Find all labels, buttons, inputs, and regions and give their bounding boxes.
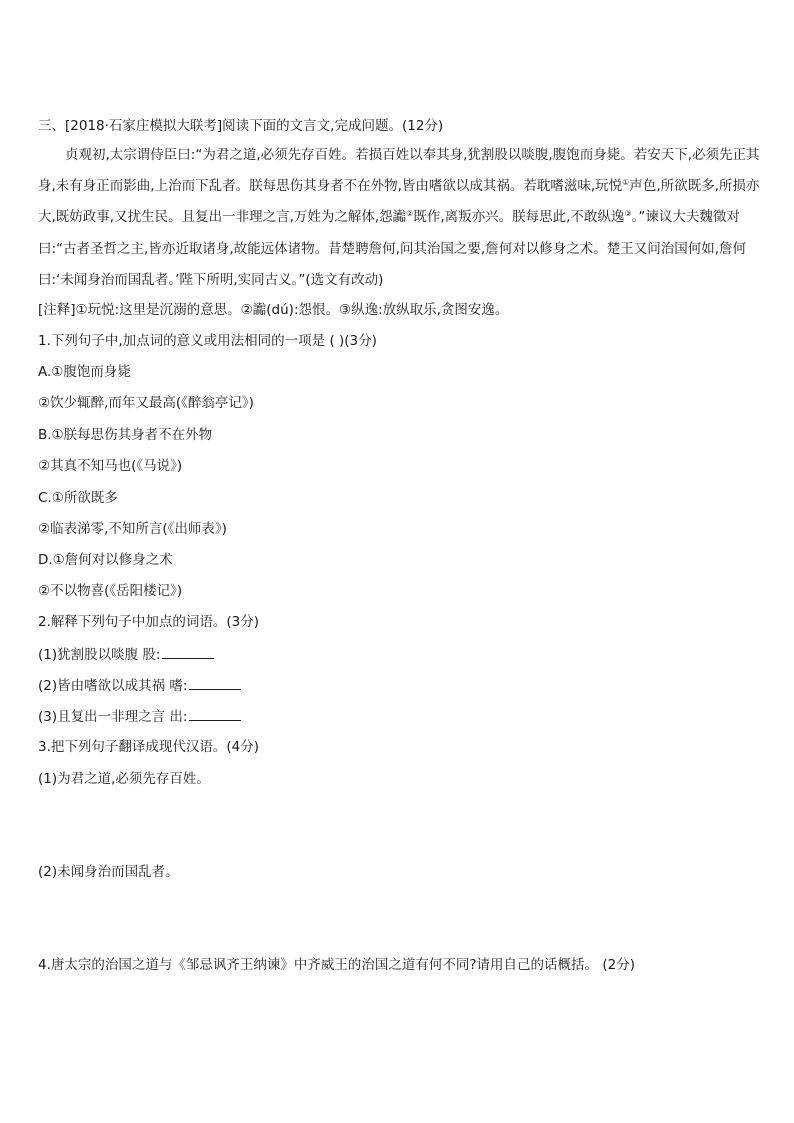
item-text: (1)犹割股以啖腹 股: bbox=[38, 647, 161, 663]
item-text: (2)皆由嗜欲以成其祸 嗜: bbox=[38, 678, 188, 694]
option-b-2: ②其真不知马也(《马说》) bbox=[38, 458, 183, 474]
question-3-stem: 3.把下列句子翻译成现代汉语。(4分) bbox=[38, 739, 260, 755]
notes: [注释]①玩悦:这里是沉溺的意思。②讟(dú):怨恨。③纵逸:放纵取乐,贪图安逸。 bbox=[38, 302, 509, 318]
question-2-item-3 bbox=[38, 706, 764, 727]
question-2-stem: 2.解释下列句子中加点的词语。(3分) bbox=[38, 614, 260, 630]
footnote-marker: ① bbox=[622, 178, 630, 188]
question-4-stem: 4.唐太宗的治国之道与《邹忌讽齐王纳谏》中齐威王的治国之道有何不同?请用自己的话概括。 (2分) bbox=[38, 957, 635, 973]
passage-segment: 既作,离叛亦兴。朕每思此,不敢纵逸 bbox=[413, 209, 625, 226]
question-2-item-2 bbox=[38, 675, 764, 696]
option-c-2: ②临表涕零,不知所言(《出师表》) bbox=[38, 521, 227, 537]
answer-blank[interactable] bbox=[162, 644, 214, 659]
question-3-item-1: (1)为君之道,必须先存百姓。 bbox=[38, 771, 210, 787]
option-d-1: D.①詹何对以修身之术 bbox=[38, 552, 173, 568]
answer-blank[interactable] bbox=[189, 706, 241, 721]
footnote-marker: ② bbox=[406, 209, 414, 219]
option-a-2: ②饮少辄醉,而年又最高(《醉翁亭记》) bbox=[38, 395, 254, 411]
question-1-stem: 1.下列句子中,加点词的意义或用法相同的一项是 ( )(3分) bbox=[38, 333, 377, 349]
passage-segment: 声色,所欲既多,所损亦大,既妨政事,又扰生民。且复出一非理之言,万姓为之解体,怨讟 bbox=[38, 178, 760, 226]
answer-blank[interactable] bbox=[189, 675, 241, 690]
section-heading: 三、[2018·石家庄模拟大联考]阅读下面的文言文,完成问题。(12分) bbox=[38, 118, 444, 134]
passage-segment: 。”谏议大夫魏徵对曰:“古者圣哲之主,皆亦近取诸身,故能远体诸物。昔楚聘詹何,问其治国之要,詹何对以修身之术。楚王又问治国何如,詹何曰:‘未闻身治而国乱者。’陛下所明,实同古义。”(选文有改动) bbox=[38, 209, 746, 288]
question-3-item-2: (2)未闻身治而国乱者。 bbox=[38, 864, 179, 880]
question-2-item-1 bbox=[38, 644, 764, 665]
option-b-1: B.①朕每思伤其身者不在外物 bbox=[38, 427, 213, 443]
passage-text bbox=[38, 140, 764, 296]
passage-segment: 贞观初,太宗谓侍臣曰:“为君之道,必须先存百姓。若损百姓以奉其身,犹割股以啖腹,腹饱而身毙。若安天下,必须先正其身,未有身正而影曲,上治而下乱者。朕每思伤其身者不在外物,皆由嗜欲以成其祸。若耽嗜滋味,玩悦 bbox=[38, 147, 760, 195]
option-c-1: C.①所欲既多 bbox=[38, 490, 118, 506]
footnote-marker: ③ bbox=[624, 209, 632, 219]
option-d-2: ②不以物喜(《岳阳楼记》) bbox=[38, 583, 183, 599]
option-a-1: A.①腹饱而身毙 bbox=[38, 364, 131, 380]
item-text: (3)且复出一非理之言 出: bbox=[38, 709, 188, 725]
